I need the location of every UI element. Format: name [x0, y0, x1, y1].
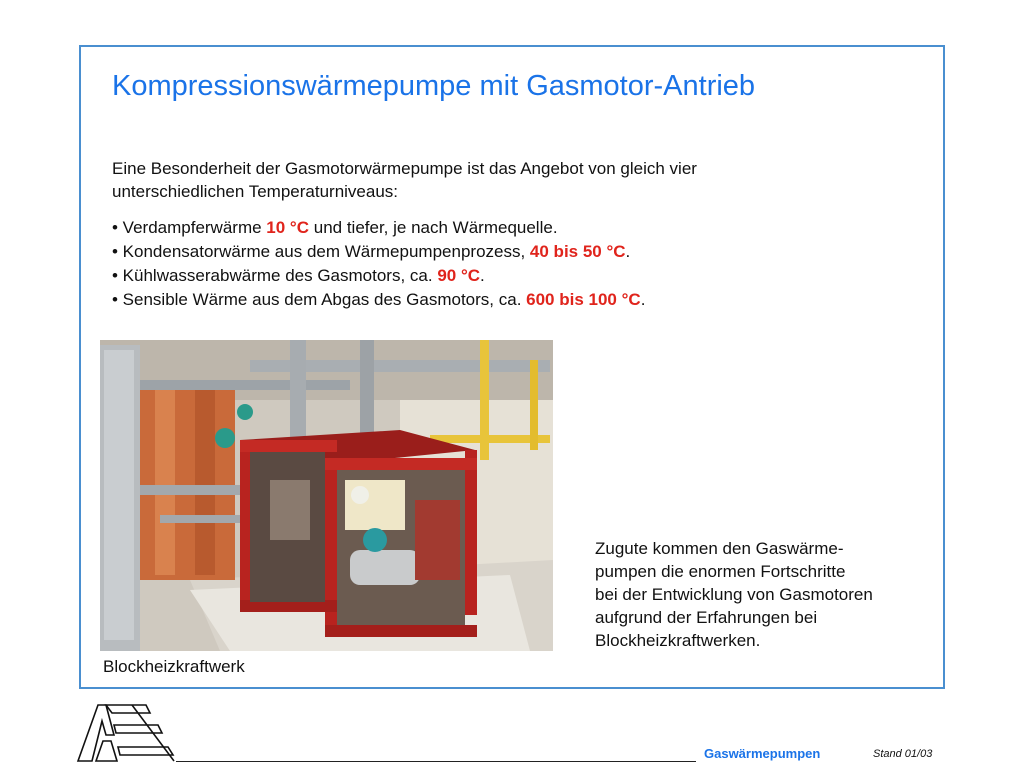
bullet-text: .: [480, 266, 485, 285]
temperature-highlight: 600 bis 100 °C: [526, 290, 641, 309]
side-text-line: bei der Entwicklung von Gasmotoren: [595, 585, 873, 604]
footer-divider: [176, 761, 696, 762]
list-item-condenser: [112, 240, 892, 264]
bullet-text: .: [640, 290, 646, 309]
temperature-highlight: 40 bis 50 °C: [529, 242, 626, 261]
bullet-text: • Kühlwasserabwärme des Gasmotors, ca.: [112, 266, 438, 285]
list-item-evaporator: [112, 216, 892, 240]
footer-topic: Gaswärmepumpen: [704, 746, 821, 761]
photo-caption: Blockheizkraftwerk: [103, 657, 245, 676]
temperature-highlight: 10 °C: [266, 218, 310, 237]
bullet-text: • Verdampferwärme: [112, 218, 267, 237]
bullet-text: • Kondensatorwärme aus dem Wärmepumpenprozess,: [112, 242, 530, 261]
intro-paragraph: [112, 157, 832, 203]
side-paragraph: [595, 537, 935, 652]
list-item-exhaust: [112, 288, 892, 312]
bullet-text: .: [625, 242, 631, 261]
ae-logo-icon: [76, 703, 176, 763]
side-text-line: aufgrund der Erfahrungen bei: [595, 608, 818, 627]
intro-line: Eine Besonderheit der Gasmotorwärmepumpe ist das Angebot von gleich vier: [112, 159, 697, 178]
side-text-line: Zugute kommen den Gaswärme-: [595, 539, 844, 558]
temperature-list: [112, 216, 892, 312]
slide-title: Kompressionswärmepumpe mit Gasmotor-Antrieb: [112, 70, 756, 102]
list-item-coolant: [112, 264, 892, 288]
temperature-highlight: 90 °C: [437, 266, 481, 285]
side-text-line: pumpen die enormen Fortschritte: [595, 562, 846, 581]
side-text-line: Blockheizkraftwerken.: [595, 631, 761, 650]
intro-line: unterschiedlichen Temperaturniveaus:: [112, 182, 399, 201]
bullet-text: und tiefer, je nach Wärmequelle.: [309, 218, 558, 237]
bullet-text: • Sensible Wärme aus dem Abgas des Gasmotors, ca.: [112, 290, 527, 309]
footer-stand-date: Stand 01/03: [873, 748, 933, 760]
chp-plant-photo: [100, 340, 553, 651]
